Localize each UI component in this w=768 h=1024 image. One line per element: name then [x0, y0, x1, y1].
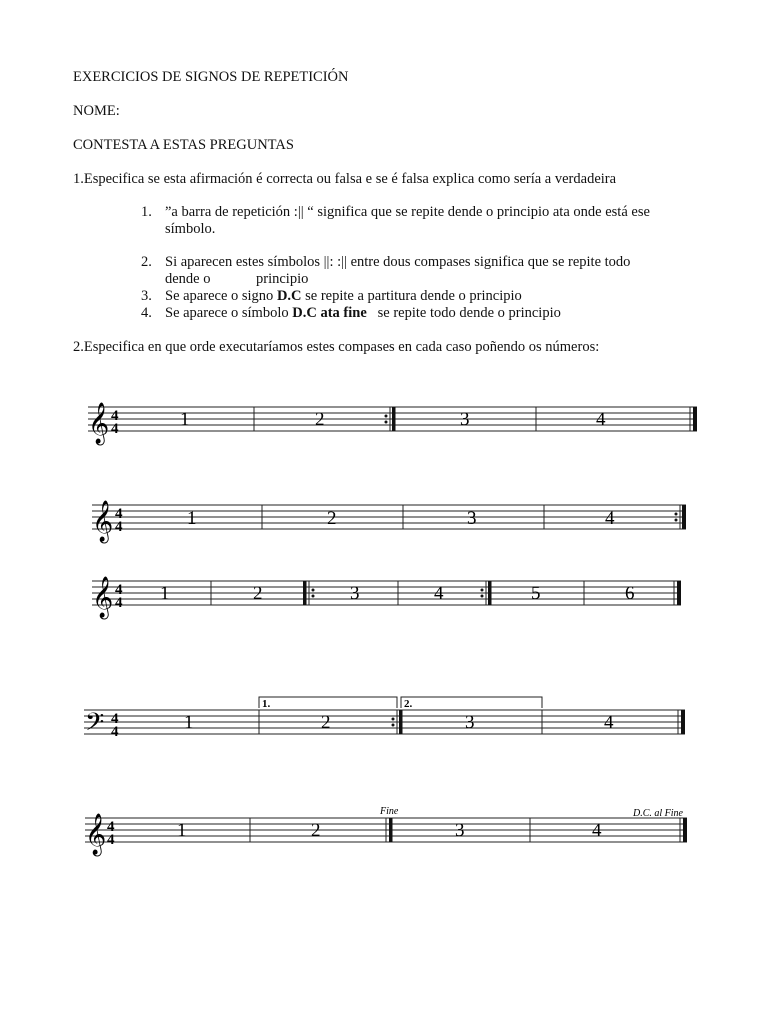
measure-number: 3: [455, 820, 465, 841]
fine-barline-thick: [389, 818, 393, 842]
measure-number: 2: [253, 583, 263, 604]
page-title: EXERCICIOS DE SIGNOS DE REPETICIÓN: [73, 69, 349, 85]
time-signature-bottom: 4: [111, 724, 119, 740]
volta-2-label: 2.: [404, 698, 413, 710]
list-item-text: Se aparece o signo D.C se repite a partitura dende o principio: [165, 288, 522, 304]
repeat-dot: [385, 415, 388, 418]
staff-5: [85, 806, 687, 856]
list-item-text: dende o: [165, 271, 211, 287]
final-barline-thick: [693, 407, 697, 431]
measure-number: 1: [184, 712, 194, 733]
list-item-text: ”a barra de repetición :|| “ significa que se repite dende o principio ata onde está ese: [165, 204, 650, 220]
staff-4: [84, 697, 685, 743]
repeat-barline-thick: [399, 710, 403, 734]
list-item-number: 1.: [141, 204, 152, 220]
measure-number: 1: [187, 508, 197, 529]
measure-number: 2: [315, 409, 325, 430]
start-repeat-thick: [303, 581, 307, 605]
final-barline-thick: [677, 581, 681, 605]
repeat-barline-thick: [392, 407, 396, 431]
time-signature-top: 4: [111, 711, 119, 727]
time-signature-bottom: 4: [115, 519, 123, 535]
repeat-dot: [385, 421, 388, 424]
measure-number: 2: [311, 820, 321, 841]
repeat-dot: [312, 595, 315, 598]
measure-number: 3: [350, 583, 360, 604]
repeat-dot: [392, 724, 395, 727]
treble-clef-icon: 𝄞: [85, 814, 107, 855]
repeat-barline-thick: [682, 505, 686, 529]
question-2-prompt: 2.Especifica en que orde executaríamos estes compases en cada caso poñendo os números:: [73, 339, 600, 355]
time-signature-top: 4: [107, 819, 115, 835]
staff-1: [88, 402, 697, 445]
staff-2: [92, 500, 686, 543]
volta-brackets: [259, 697, 542, 708]
measure-number: 4: [605, 508, 615, 529]
fine-marking: Fine: [380, 806, 399, 817]
treble-clef-icon: 𝄞: [92, 577, 114, 618]
instructions-heading: CONTESTA A ESTAS PREGUNTAS: [73, 137, 294, 153]
list-item-number: 2.: [141, 254, 152, 270]
list-item-text: Si aparecen estes símbolos ||: :|| entre dous compases significa que se repite todo: [165, 254, 631, 270]
list-item-text: símbolo.: [165, 221, 216, 237]
list-item-text: Se aparece o símbolo D.C ata fine se repite todo dende o principio: [165, 305, 561, 321]
measure-number: 2: [321, 712, 331, 733]
repeat-dot: [392, 718, 395, 721]
measure-number: 3: [460, 409, 470, 430]
repeat-dot: [481, 589, 484, 592]
repeat-dot: [312, 589, 315, 592]
final-barline-thick: [681, 710, 685, 734]
measure-number: 2: [327, 508, 337, 529]
question-1-prompt: 1.Especifica se esta afirmación é correcta ou falsa e se é falsa explica como sería a verdadeira: [73, 171, 617, 187]
time-signature-bottom: 4: [115, 595, 123, 611]
dc-al-fine-marking: D.C. al Fine: [633, 808, 683, 819]
measure-number: 5: [531, 583, 541, 604]
measure-number: 3: [465, 712, 475, 733]
measure-number: 1: [160, 583, 170, 604]
staff-3: [92, 576, 681, 619]
measure-number: 4: [604, 712, 614, 733]
repeat-dot: [675, 513, 678, 516]
repeat-dot: [675, 519, 678, 522]
time-signature-bottom: 4: [111, 421, 119, 437]
measure-number: 4: [592, 820, 602, 841]
list-item-text: principio: [256, 271, 309, 287]
measure-number: 1: [177, 820, 187, 841]
final-barline-thick: [683, 818, 687, 842]
time-signature-top: 4: [115, 582, 123, 598]
repeat-dot: [481, 595, 484, 598]
name-label: NOME:: [73, 103, 120, 119]
measure-number: 3: [467, 508, 477, 529]
volta-1-label: 1.: [262, 698, 271, 710]
treble-clef-icon: 𝄞: [88, 403, 110, 444]
time-signature-top: 4: [115, 506, 123, 522]
measure-number: 4: [596, 409, 606, 430]
measure-number: 1: [180, 409, 190, 430]
time-signature-top: 4: [111, 408, 119, 424]
bass-clef-icon: 𝄢: [85, 708, 105, 743]
end-repeat-thick: [488, 581, 492, 605]
measure-number: 4: [434, 583, 444, 604]
treble-clef-icon: 𝄞: [92, 501, 114, 542]
list-item-number: 3.: [141, 288, 152, 304]
list-item-number: 4.: [141, 305, 152, 321]
measure-number: 6: [625, 583, 635, 604]
time-signature-bottom: 4: [107, 832, 115, 848]
